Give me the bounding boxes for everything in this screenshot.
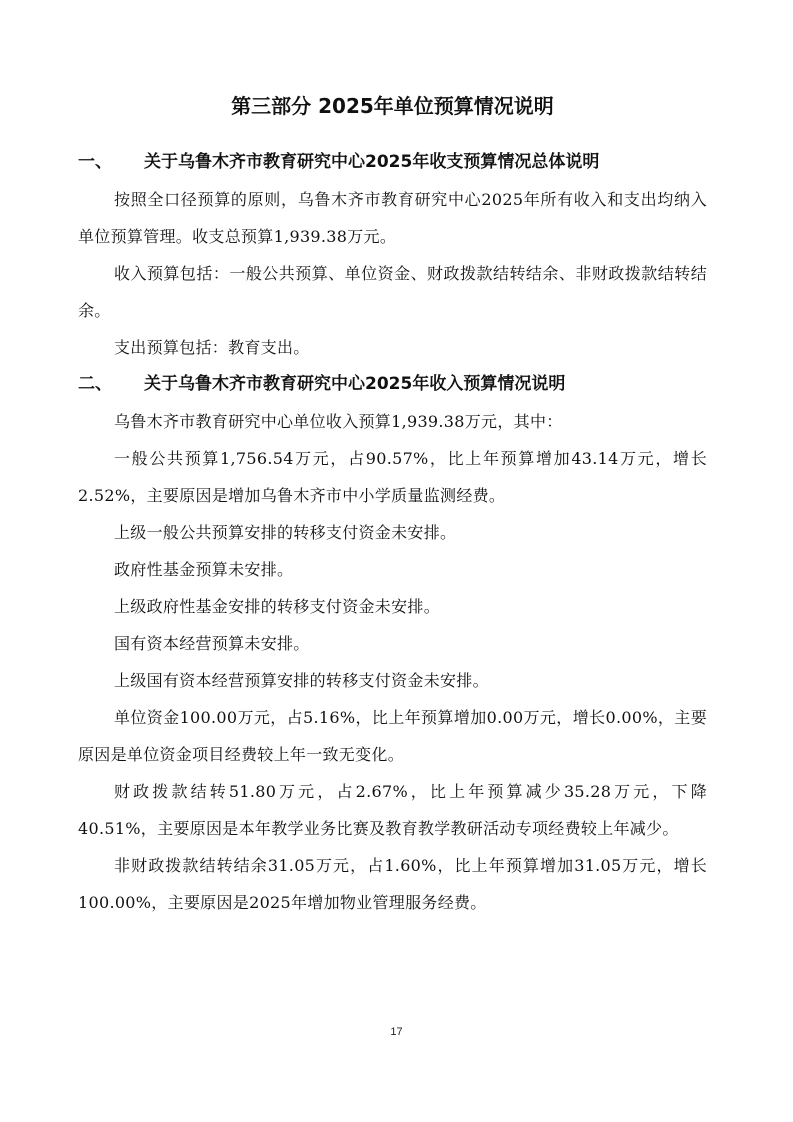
page-title: 第三部分 2025年单位预算情况说明	[231, 94, 554, 118]
paragraph: 按照全口径预算的原则，乌鲁木齐市教育研究中心2025年所有收入和支出均纳入单位预算管理。收支总预算1,939.38万元。	[78, 190, 707, 246]
paragraph: 支出预算包括：教育支出。	[114, 338, 310, 357]
section-1-heading-text: 关于乌鲁木齐市教育研究中心2025年收支预算情况总体说明	[144, 152, 600, 172]
page-number: 17	[390, 1026, 403, 1038]
paragraph: 国有资本经营预算未安排。	[114, 634, 310, 653]
section-2-heading	[78, 366, 707, 403]
paragraph: 收入预算包括：一般公共预算、单位资金、财政拨款结转结余、非财政拨款结转结余。	[78, 264, 707, 320]
paragraph: 单位资金100.00万元，占5.16%，比上年预算增加0.00万元，增长0.00%，主要原因是单位资金项目经费较上年一致无变化。	[78, 708, 707, 764]
paragraph: 上级一般公共预算安排的转移支付资金未安排。	[114, 523, 457, 542]
section-2-heading-text: 关于乌鲁木齐市教育研究中心2025年收入预算情况说明	[144, 374, 566, 394]
section-1-heading	[78, 144, 707, 181]
section-1-number: 一、	[78, 152, 112, 172]
paragraph: 上级政府性基金安排的转移支付资金未安排。	[114, 597, 441, 616]
paragraph: 非财政拨款结转结余31.05万元，占1.60%，比上年预算增加31.05万元，增长100.00%，主要原因是2025年增加物业管理服务经费。	[78, 856, 707, 912]
paragraph: 政府性基金预算未安排。	[114, 560, 294, 579]
paragraph: 乌鲁木齐市教育研究中心单位收入预算1,939.38万元，其中：	[114, 412, 563, 431]
paragraph: 财政拨款结转51.80万元，占2.67%，比上年预算减少35.28万元，下降40.51%，主要原因是本年教学业务比赛及教育教学教研活动专项经费较上年减少。	[78, 782, 707, 838]
paragraph: 上级国有资本经营预算安排的转移支付资金未安排。	[114, 671, 489, 690]
paragraph: 一般公共预算1,756.54万元，占90.57%，比上年预算增加43.14万元，增长2.52%，主要原因是增加乌鲁木齐市中小学质量监测经费。	[78, 449, 707, 505]
section-2-number: 二、	[78, 374, 112, 394]
